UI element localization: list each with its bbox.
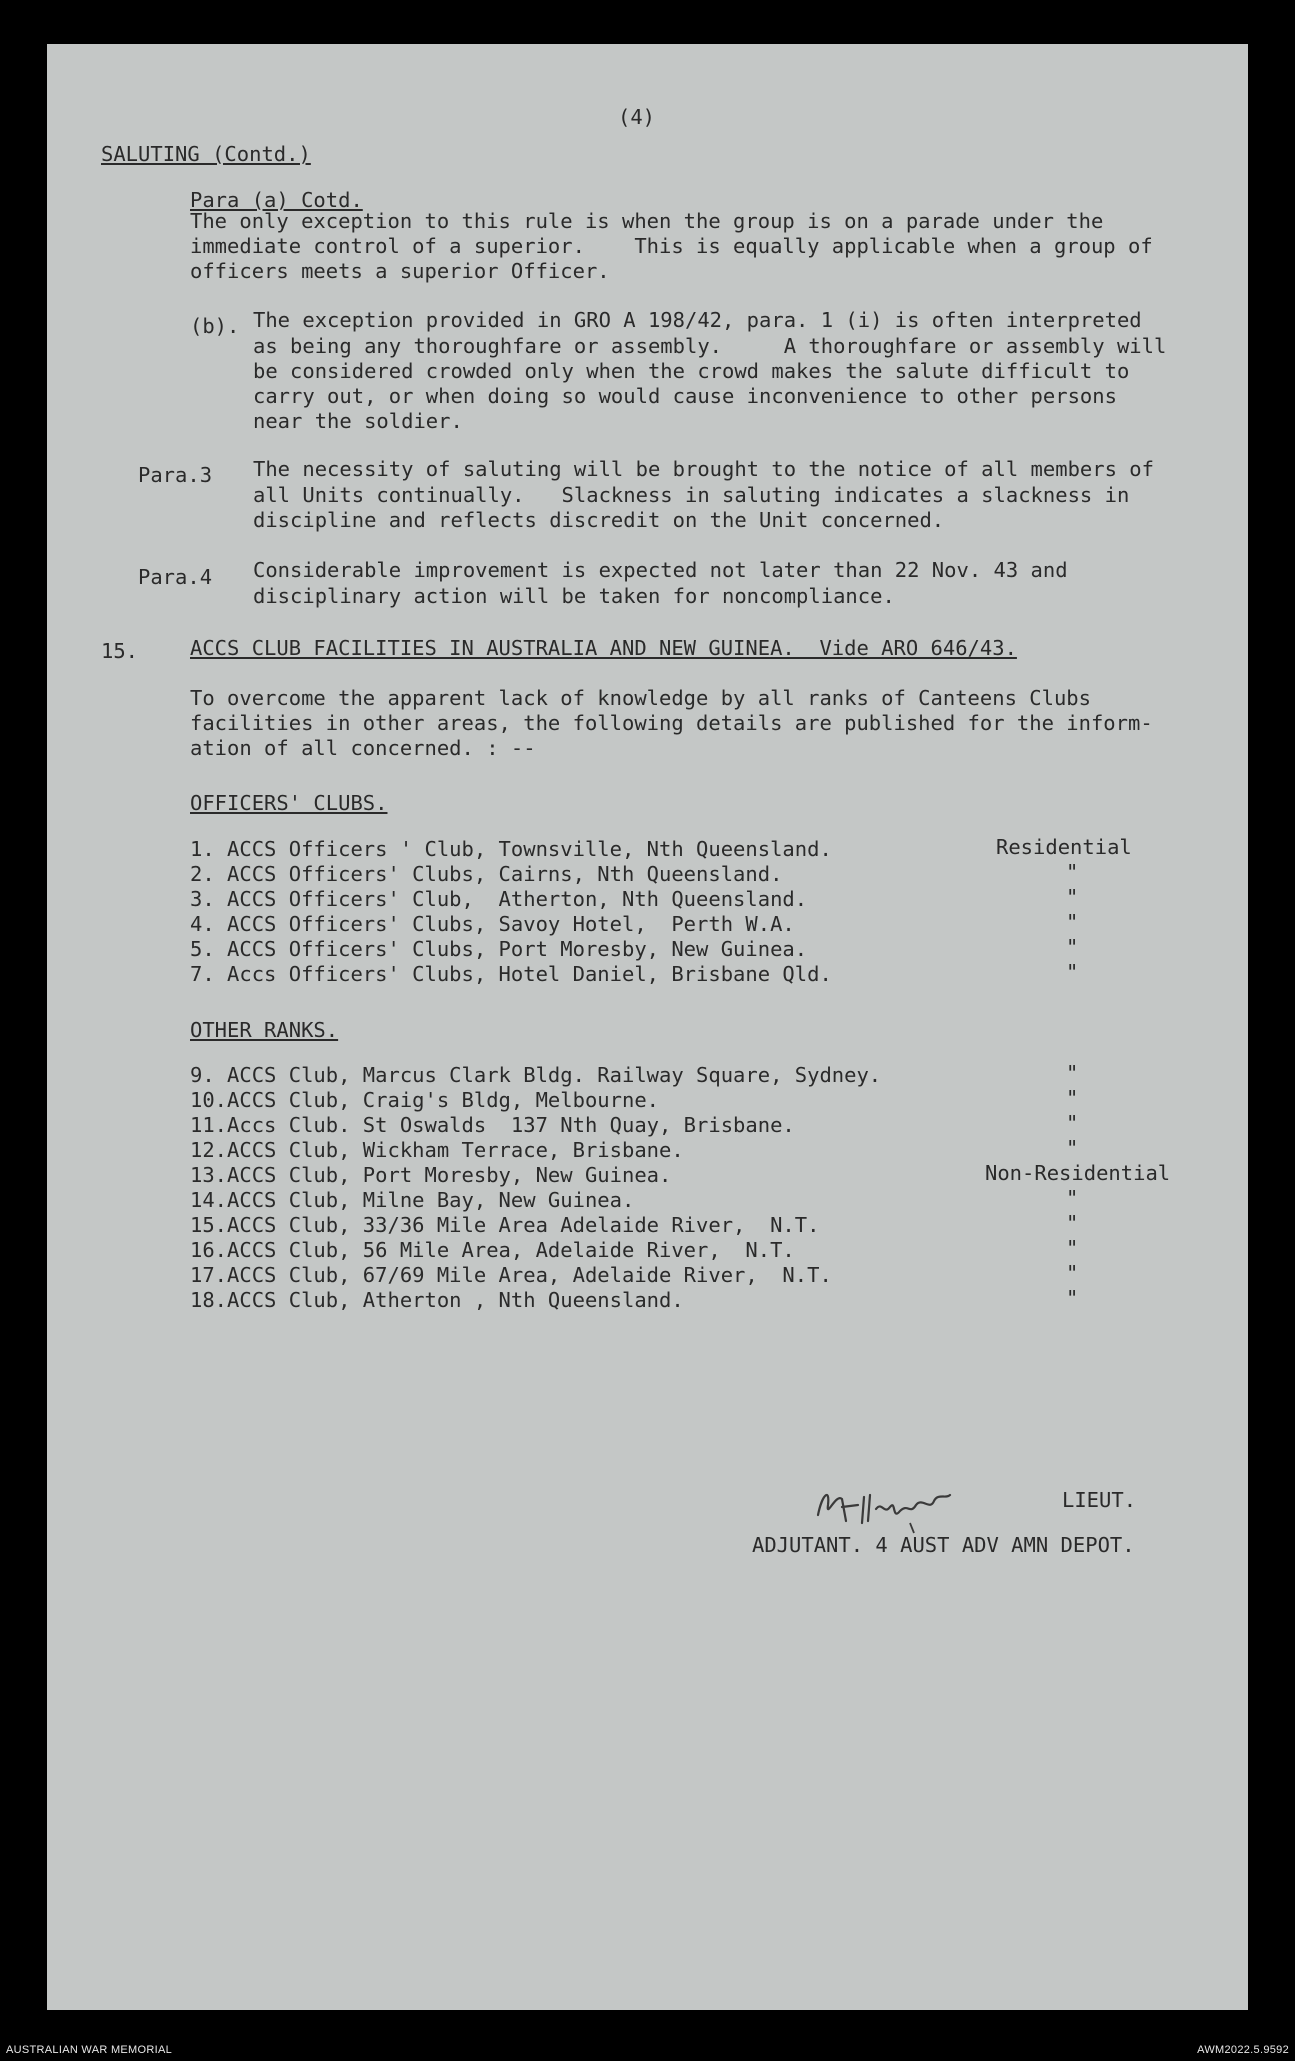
officers-clubs-heading: OFFICERS' CLUBS.	[190, 791, 388, 815]
list-item: 15.ACCS Club, 33/36 Mile Area Adelaide River, N.T.	[190, 1213, 820, 1237]
para-b-line: near the soldier.	[253, 409, 463, 433]
list-item: 9. ACCS Club, Marcus Clark Bldg. Railway Square, Sydney.	[190, 1063, 882, 1087]
list-item: 12.ACCS Club, Wickham Terrace, Brisbane.	[190, 1138, 684, 1162]
list-item-type: "	[1066, 1211, 1079, 1235]
list-item-type: "	[1066, 1236, 1079, 1260]
para-a-heading: Para (a) Cotd.	[190, 188, 363, 212]
list-item: 11.Accs Club. St Oswalds 137 Nth Quay, Brisbane.	[190, 1113, 795, 1137]
list-item-type: "	[1066, 1261, 1079, 1285]
list-item: 4. ACCS Officers' Clubs, Savoy Hotel, Perth W.A.	[190, 912, 795, 936]
list-item: 10.ACCS Club, Craig's Bldg, Melbourne.	[190, 1088, 659, 1112]
list-item-type: "	[1066, 1186, 1079, 1210]
handwritten-signature	[812, 1475, 1022, 1535]
para-a-line: immediate control of a superior. This is equally applicable when a group of	[190, 234, 1153, 258]
list-item-type: "	[1066, 860, 1079, 884]
para-a-line: The only exception to this rule is when the group is on a parade under the	[190, 209, 1104, 233]
para-3-label: Para.3	[138, 463, 213, 487]
list-item: 5. ACCS Officers' Clubs, Port Moresby, New Guinea.	[190, 937, 808, 961]
other-ranks-heading: OTHER RANKS.	[190, 1018, 339, 1042]
section-15-heading: ACCS CLUB FACILITIES IN AUSTRALIA AND NEW GUINEA. Vide ARO 646/43.	[190, 636, 1017, 660]
page-number: (4)	[618, 105, 656, 129]
list-item-type: "	[1066, 910, 1079, 934]
list-item-type: "	[1066, 1286, 1079, 1310]
list-item-type: "	[1066, 1061, 1079, 1085]
para-3-line: discipline and reflects discredit on the Unit concerned.	[253, 508, 945, 532]
list-item-type: "	[1066, 935, 1079, 959]
list-item-type: "	[1066, 1086, 1079, 1110]
list-item: 13.ACCS Club, Port Moresby, New Guinea.	[190, 1163, 672, 1187]
section-heading-saluting: SALUTING (Contd.)	[101, 142, 311, 166]
list-item: 17.ACCS Club, 67/69 Mile Area, Adelaide River, N.T.	[190, 1263, 832, 1287]
para-b-line: The exception provided in GRO A 198/42, para. 1 (i) is often interpreted	[253, 308, 1142, 332]
section-15-intro-line: To overcome the apparent lack of knowledge by all ranks of Canteens Clubs	[190, 686, 1091, 710]
list-item-type: "	[1066, 960, 1079, 984]
para-b-line: be considered crowded only when the crowd makes the salute difficult to	[253, 359, 1130, 383]
para-b-line: as being any thoroughfare or assembly. A thoroughfare or assembly will	[253, 334, 1167, 358]
para-4-line: Considerable improvement is expected not later than 22 Nov. 43 and	[253, 558, 1068, 582]
para-a-line: officers meets a superior Officer.	[190, 259, 610, 283]
section-15-number: 15.	[101, 639, 139, 663]
section-15-intro-line: facilities in other areas, the following details are published for the inform-	[190, 711, 1153, 735]
list-item: 16.ACCS Club, 56 Mile Area, Adelaide River, N.T.	[190, 1238, 795, 1262]
footer-right-label: AWM2022.5.9592	[1197, 2044, 1289, 2056]
list-item: 18.ACCS Club, Atherton , Nth Queensland.	[190, 1288, 684, 1312]
para-4-label: Para.4	[138, 565, 213, 589]
list-item: 3. ACCS Officers' Club, Atherton, Nth Queensland.	[190, 887, 808, 911]
list-item-type: Non-Residential	[985, 1161, 1171, 1185]
para-3-line: all Units continually. Slackness in saluting indicates a slackness in	[253, 483, 1130, 507]
list-item: 7. Accs Officers' Clubs, Hotel Daniel, Brisbane Qld.	[190, 962, 832, 986]
para-b-line: carry out, or when doing so would cause inconvenience to other persons	[253, 384, 1117, 408]
para-4-line: disciplinary action will be taken for noncompliance.	[253, 584, 895, 608]
list-item-type: "	[1066, 885, 1079, 909]
list-item-type: "	[1066, 1111, 1079, 1135]
list-item: 14.ACCS Club, Milne Bay, New Guinea.	[190, 1188, 635, 1212]
section-15-intro-line: ation of all concerned. : --	[190, 736, 536, 760]
list-item-type: "	[1066, 1136, 1079, 1160]
footer-left-label: AUSTRALIAN WAR MEMORIAL	[6, 2044, 173, 2056]
para-3-line: The necessity of saluting will be brought to the notice of all members of	[253, 457, 1154, 481]
signature-rank: LIEUT.	[1062, 1488, 1137, 1512]
list-item-type: Residential	[996, 835, 1132, 859]
signature-title: ADJUTANT. 4 AUST ADV AMN DEPOT.	[752, 1533, 1135, 1557]
para-b-label: (b).	[190, 314, 240, 338]
list-item: 1. ACCS Officers ' Club, Townsville, Nth Queensland.	[190, 837, 832, 861]
list-item: 2. ACCS Officers' Clubs, Cairns, Nth Queensland.	[190, 862, 783, 886]
